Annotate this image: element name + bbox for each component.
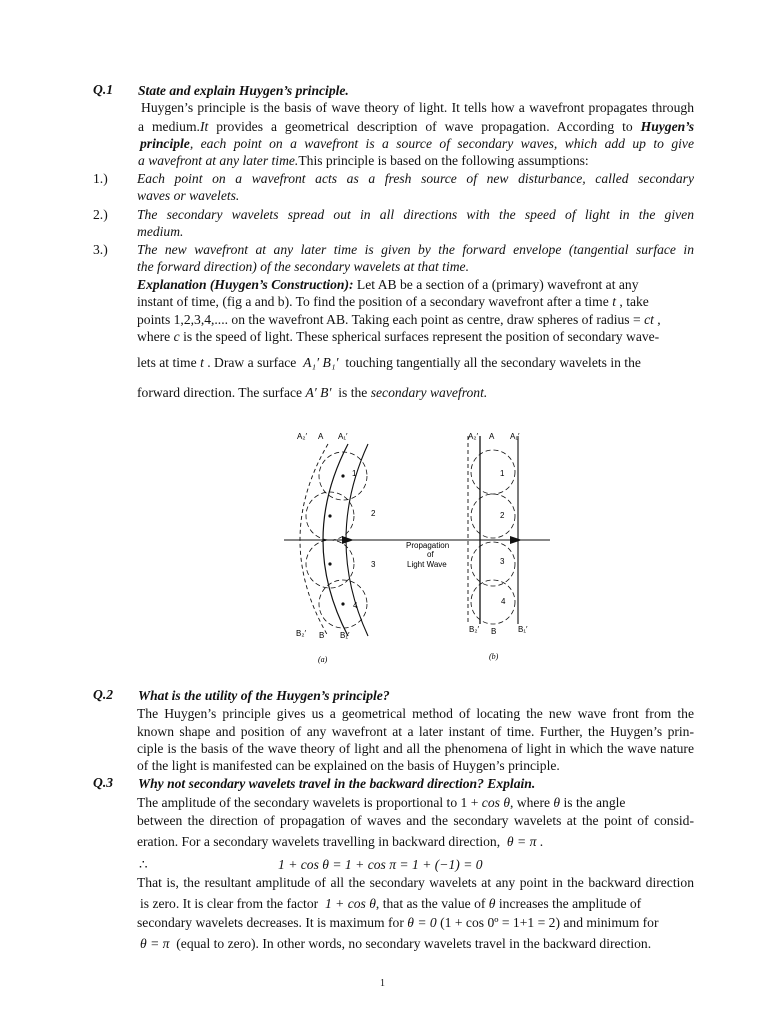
point-a-2: 2 [371,509,376,518]
axis-arrow-a [342,536,354,544]
explanation-line-2: instant of time, (fig a and b). To find the position of a secondary wavefront after a time t , take [137,294,649,309]
wavelet-b-2 [471,494,515,538]
therefore-symbol: ∴ [139,857,148,872]
explanation-line-1: Explanation (Huygen’s Construction): Let AB be a section of a (primary) wavefront at any [137,277,639,292]
label-a-top-a: A [318,432,324,441]
q3-line-8: θ = π (equal to zero). In other words, no secondary wavelets travel in the backward direction. [140,936,652,951]
label-a-bottom-b: B [319,631,325,640]
label-a-top-a2: A₂′ [297,432,307,441]
q3-line-6: is zero. It is clear from the factor 1 + cos θ, that as the value of θ increases the amplitude of [140,896,642,911]
assumption-2-line-2: medium. [137,224,184,239]
label-a-bottom-b2: B₂′ [296,629,306,638]
propagation-label-3: Light Wave [407,560,447,569]
q1-para-line-1: Huygen’s principle is the basis of wave theory of light. It tells how a wavefront propagates through [141,100,694,115]
point-a-4: 4 [353,601,358,610]
q2-line-4: of the light is manifested can be explained on the basis of Huygen’s principle. [137,758,560,773]
caption-a: (a) [318,655,328,664]
explanation-line-5: lets at time t . Draw a surface A₁′ B₁′ touching tangentially all the secondary wavelets in the [137,355,641,370]
q3-line-7: secondary wavelets decreases. It is maximum for θ = 0 (1 + cos 0º = 1+1 = 2) and minimum for [137,915,659,930]
q2-number: Q.2 [93,687,114,702]
propagation-label-1: Propagation [406,541,450,550]
explanation-line-6: forward direction. The surface A′ B′ is the secondary wavefront. [137,385,488,400]
wavelet-b-1 [471,450,515,494]
q1-question: State and explain Huygen’s principle. [138,83,349,98]
label-b-top-a: A [489,432,495,441]
q2-line-1: The Huygen’s principle gives us a geometrical method of locating the new wave front from the [137,706,694,721]
assumption-2-number: 2.) [93,207,108,222]
q2-question: What is the utility of the Huygen’s principle? [138,688,390,703]
q3-question: Why not secondary wavelets travel in the backward direction? Explain. [138,776,536,791]
label-a-bottom-b1: B₁′ [340,631,350,640]
q3-equation: 1 + cos θ = 1 + cos π = 1 + (−1) = 0 [278,857,483,872]
point-a-3: 3 [371,560,376,569]
assumption-3-line-1: The new wavefront at any later time is given by the forward envelope (tangential surface in [137,242,694,257]
page-number: 1 [380,978,385,989]
explanation-line-3: points 1,2,3,4,.... on the wavefront AB. Taking each point as centre, draw spheres of radius = ct , [137,312,661,327]
label-a-top-a1: A₁′ [338,432,348,441]
label-b-bottom-b2: B₂′ [469,625,479,634]
q1-para-line-3: principle, each point on a wavefront is a source of secondary waves, which add up to give [140,136,694,151]
q3-line-5: That is, the resultant amplitude of all the secondary wavelets at any point in the backward direction [137,875,694,890]
assumption-2-line-1: The secondary wavelets spread out in all directions with the speed of light in the given [137,207,694,222]
q2-line-2: known shape and position of any wavefront at a later instant of time. Further, the Huygen’s prin- [137,724,694,739]
point-a-1: 1 [352,469,357,478]
point-b-3: 3 [500,557,505,566]
label-b-bottom-b1: B₁′ [518,625,528,634]
assumption-1-line-2: waves or wavelets. [137,188,240,203]
q3-line-2: between the direction of propagation of waves and the secondary wavelets at the point of consid- [137,813,694,828]
label-b-top-a2: A₂′ [468,432,478,441]
propagation-label-2: of [427,550,434,559]
assumption-1-line-1: Each point on a wavefront acts as a fresh source of new disturbance, called secondary [137,171,694,186]
wavelet-b-3 [471,542,515,586]
q1-number: Q.1 [93,82,114,97]
q2-line-3: ciple is the basis of the wave theory of light and all the phenomena of light in which the wave nature [137,741,694,756]
label-b-bottom-b: B [491,627,497,636]
point-b-2: 2 [500,511,505,520]
q1-para-line-4: a wavefront at any later time.This principle is based on the following assumptions: [138,153,589,168]
assumption-3-number: 3.) [93,242,108,257]
huygens-figure-svg [282,424,552,669]
q3-line-1: The amplitude of the secondary wavelets is proportional to 1 + cos θ, where θ is the angle [137,795,626,810]
label-b-top-a1: A₁′ [510,432,520,441]
assumption-3-line-2: the forward direction) of the secondary wavelets at that time. [137,259,469,274]
assumption-1-number: 1.) [93,171,108,186]
wavelet-b-4 [471,580,515,624]
q3-number: Q.3 [93,775,114,790]
point-b-4: 4 [501,597,506,606]
explanation-line-4: where c is the speed of light. These spherical surfaces represent the position of secondary wave- [137,329,660,344]
q1-para-line-2: a medium.It provides a geometrical description of wave propagation. According to Huygen’s [138,119,694,134]
point-b-1: 1 [500,469,505,478]
q3-line-3: eration. For a secondary wavelets travelling in backward direction, θ = π . [137,834,544,849]
axis-arrow-b [510,536,522,544]
caption-b: (b) [489,652,499,661]
huygens-figure [282,424,552,669]
